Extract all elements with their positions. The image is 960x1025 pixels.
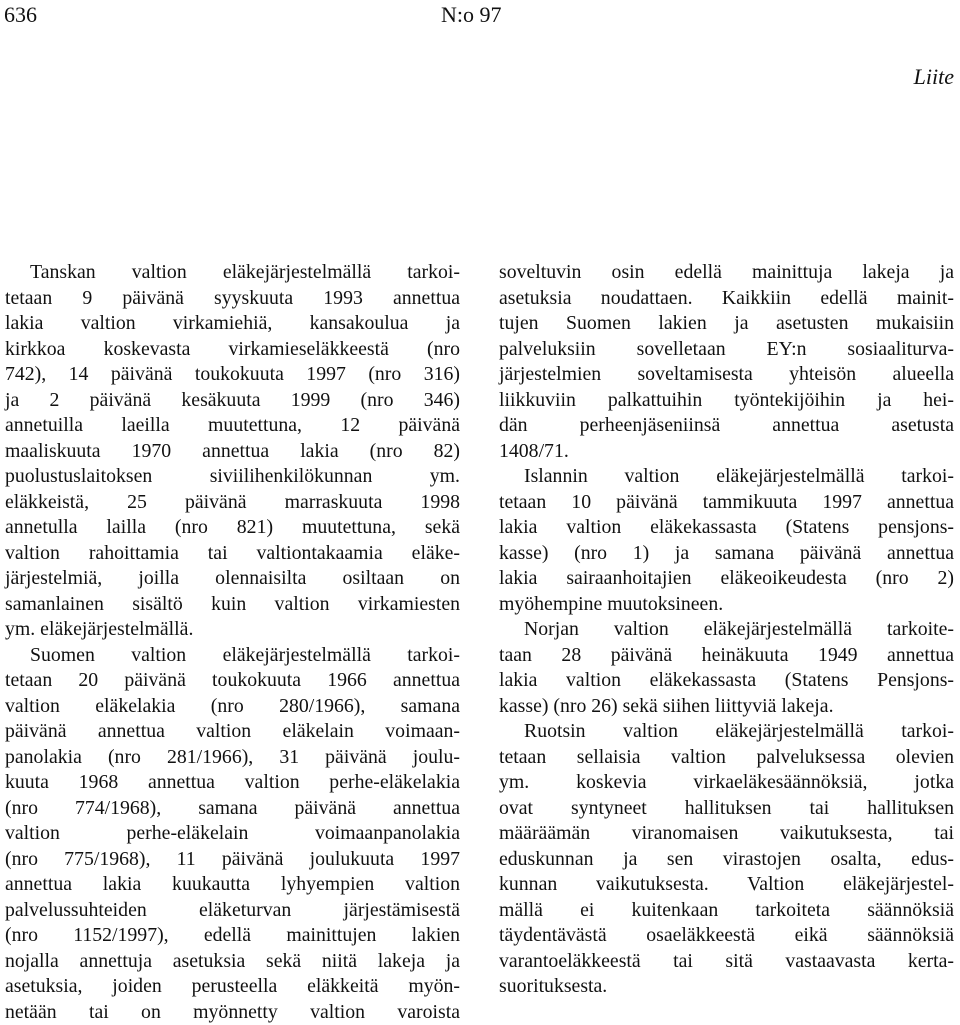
text-line: maaliskuuta 1970 annettua lakia (nro 82): [5, 439, 460, 465]
text-line: annettua lakia kuukautta lyhyempien valtion: [5, 872, 460, 898]
text-line: järjestelmien soveltamisesta yhteisön alueella: [499, 362, 954, 388]
text-line: tujen Suomen lakien ja asetusten mukaisiin: [499, 311, 954, 337]
text-line: kasse) (nro 1) ja samana päivänä annettua: [499, 541, 954, 567]
text-line: järjestelmiä, joilla olennaisilta osiltaan on: [5, 566, 460, 592]
text-line: kunnan vaikutuksesta. Valtion eläkejärjestel-: [499, 872, 954, 898]
text-line: dän perheenjäseniinsä annettua asetusta: [499, 413, 954, 439]
text-line: samanlainen sisältö kuin valtion virkamiesten: [5, 592, 460, 618]
text-line: panolakia (nro 281/1966), 31 päivänä joulu-: [5, 745, 460, 771]
text-line: tetaan 10 päivänä tammikuuta 1997 annettua: [499, 490, 954, 516]
text-line: suorituksesta.: [499, 974, 954, 1000]
text-line: netään tai on myönnetty valtion varoista: [5, 1000, 460, 1025]
text-line: eduskunnan ja sen virastojen osalta, edus-: [499, 847, 954, 873]
text-line: asetuksia, joiden perusteella eläkkeitä myön-: [5, 974, 460, 1000]
text-line: lakia valtion eläkekassasta (Statens Pensjons-: [499, 668, 954, 694]
text-line: tetaan sellaisia valtion palveluksessa olevien: [499, 745, 954, 771]
text-line: Norjan valtion eläkejärjestelmällä tarkoite-: [499, 617, 954, 643]
text-line: (nro 775/1968), 11 päivänä joulukuuta 1997: [5, 847, 460, 873]
text-line: taan 28 päivänä heinäkuuta 1949 annettua: [499, 643, 954, 669]
text-line: (nro 774/1968), samana päivänä annettua: [5, 796, 460, 822]
left-text-column: [5, 260, 460, 1025]
text-line: asetuksia noudattaen. Kaikkiin edellä mainit-: [499, 286, 954, 312]
text-line: mällä ei kuitenkaan tarkoiteta säännöksiä: [499, 898, 954, 924]
text-line: puolustuslaitoksen siviilihenkilökunnan ym.: [5, 464, 460, 490]
text-line: ym. eläkejärjestelmällä.: [5, 617, 460, 643]
text-line: valtion eläkelakia (nro 280/1966), samana: [5, 694, 460, 720]
page-number: 636: [4, 2, 37, 28]
text-line: nojalla annettuja asetuksia sekä niitä lakeja ja: [5, 949, 460, 975]
text-line: eläkkeistä, 25 päivänä marraskuuta 1998: [5, 490, 460, 516]
text-line: liikkuviin palkattuihin työntekijöihin ja hei-: [499, 388, 954, 414]
text-line: Ruotsin valtion eläkejärjestelmällä tarkoi-: [499, 719, 954, 745]
text-line: tetaan 20 päivänä toukokuuta 1966 annettua: [5, 668, 460, 694]
text-line: ym. koskevia virkaeläkesäännöksiä, jotka: [499, 770, 954, 796]
text-line: valtion perhe-eläkelain voimaanpanolakia: [5, 821, 460, 847]
text-line: lakia valtion eläkekassasta (Statens pensjons-: [499, 515, 954, 541]
text-line: 1408/71.: [499, 439, 954, 465]
text-line: palveluksiin sovelletaan EY:n sosiaaliturva-: [499, 337, 954, 363]
text-line: lakia sairaanhoitajien eläkeoikeudesta (nro 2): [499, 566, 954, 592]
appendix-label: Liite: [914, 64, 954, 90]
text-line: ovat syntyneet hallituksen tai hallituksen: [499, 796, 954, 822]
text-line: kasse) (nro 26) sekä siihen liittyviä lakeja.: [499, 694, 954, 720]
text-line: (nro 1152/1997), edellä mainittujen lakien: [5, 923, 460, 949]
text-line: ja 2 päivänä kesäkuuta 1999 (nro 346): [5, 388, 460, 414]
text-line: kuuta 1968 annettua valtion perhe-eläkelakia: [5, 770, 460, 796]
text-line: kirkkoa koskevasta virkamieseläkkeestä (nro: [5, 337, 460, 363]
text-line: soveltuvin osin edellä mainittuja lakeja ja: [499, 260, 954, 286]
text-line: päivänä annettua valtion eläkelain voimaan-: [5, 719, 460, 745]
text-line: Tanskan valtion eläkejärjestelmällä tarkoi-: [5, 260, 460, 286]
text-line: palvelussuhteiden eläketurvan järjestämisestä: [5, 898, 460, 924]
text-line: määräämän viranomaisen vaikutuksesta, tai: [499, 821, 954, 847]
text-line: täydentävästä osaeläkkeestä eikä säännöksiä: [499, 923, 954, 949]
text-line: varantoeläkkeestä tai sitä vastaavasta kerta-: [499, 949, 954, 975]
text-line: tetaan 9 päivänä syyskuuta 1993 annettua: [5, 286, 460, 312]
text-line: annetuilla laeilla muutettuna, 12 päivänä: [5, 413, 460, 439]
document-number: N:o 97: [441, 2, 502, 28]
text-line: Suomen valtion eläkejärjestelmällä tarkoi-: [5, 643, 460, 669]
text-line: Islannin valtion eläkejärjestelmällä tarkoi-: [499, 464, 954, 490]
text-line: valtion rahoittamia tai valtiontakaamia eläke-: [5, 541, 460, 567]
right-text-column: [499, 260, 954, 1000]
text-line: myöhempine muutoksineen.: [499, 592, 954, 618]
text-line: lakia valtion virkamiehiä, kansakoulua ja: [5, 311, 460, 337]
text-line: 742), 14 päivänä toukokuuta 1997 (nro 316): [5, 362, 460, 388]
text-line: annetulla lailla (nro 821) muutettuna, sekä: [5, 515, 460, 541]
